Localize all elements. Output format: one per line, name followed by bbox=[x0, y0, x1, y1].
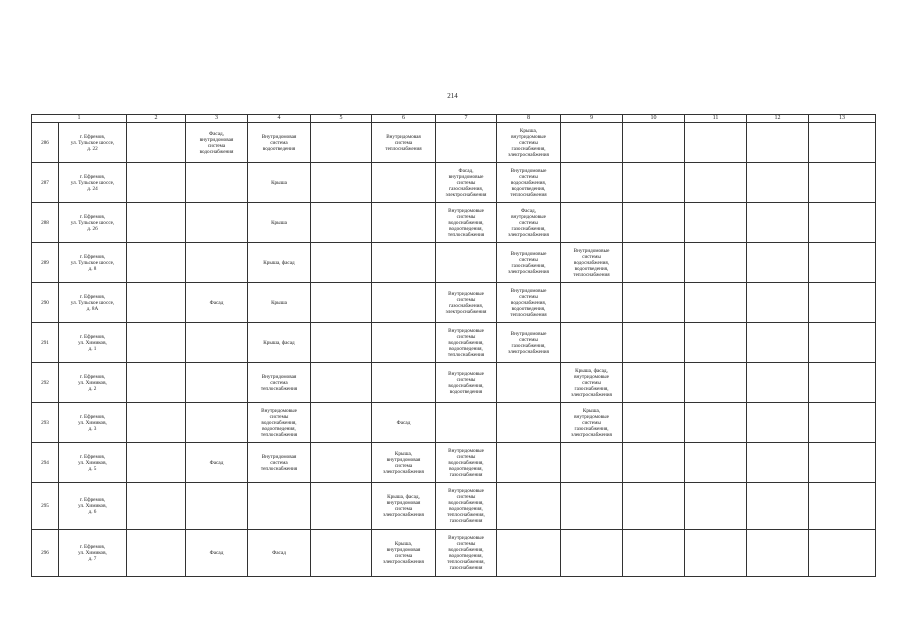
work-cell bbox=[186, 443, 248, 483]
row-number-cell bbox=[32, 403, 59, 443]
work-cell bbox=[436, 123, 497, 163]
empty-cell bbox=[623, 483, 685, 530]
empty-cell bbox=[127, 403, 186, 443]
work-cell-text: Крыша bbox=[271, 219, 287, 226]
row-number-cell-text: 287 bbox=[41, 179, 49, 186]
column-number-cell: 10 bbox=[623, 115, 685, 123]
work-cell bbox=[561, 203, 623, 243]
work-cell bbox=[248, 403, 311, 443]
work-cell bbox=[497, 283, 561, 323]
column-number-cell: 8 bbox=[497, 115, 561, 123]
work-cell-text: Крыша, внутридомовая система электроснабжения bbox=[383, 450, 424, 475]
work-cell bbox=[436, 323, 497, 363]
work-cell-text: Внутридомовые системы газоснабжения, электроснабжения bbox=[508, 250, 549, 275]
column-number-cell: 5 bbox=[311, 115, 372, 123]
work-cell bbox=[561, 163, 623, 203]
empty-cell bbox=[127, 283, 186, 323]
empty-cell bbox=[685, 323, 747, 363]
column-number-cell: 3 bbox=[186, 115, 248, 123]
empty-cell bbox=[623, 283, 685, 323]
column-number-cell: 9 bbox=[561, 115, 623, 123]
address-cell-text: г. Ефремов, ул. Химиков, д. 3 bbox=[78, 413, 107, 432]
work-cell bbox=[311, 403, 372, 443]
work-cell-text: Фасад bbox=[272, 550, 286, 556]
work-cell bbox=[436, 283, 497, 323]
empty-cell bbox=[623, 163, 685, 203]
address-cell-text: г. Ефремов, ул. Тульское шоссе, д. 8А bbox=[70, 293, 115, 312]
address-cell-text: г. Ефремов, ул. Химиков, д. 5 bbox=[78, 453, 107, 472]
work-cell-text: Внутридомовые системы водоснабжения, водоотведения, теплоснабжения bbox=[447, 207, 485, 238]
table-row bbox=[32, 203, 876, 243]
work-cell-text: Внутридомовые системы газоснабжения, электроснабжения bbox=[445, 290, 487, 315]
row-number-cell-text: 296 bbox=[41, 550, 49, 556]
row-number-cell-text: 290 bbox=[41, 299, 49, 306]
work-cell bbox=[311, 483, 372, 530]
work-cell bbox=[248, 530, 311, 577]
work-cell bbox=[248, 283, 311, 323]
column-number-cell: 13 bbox=[809, 115, 876, 123]
address-cell-text: г. Ефремов, ул. Тульское шоссе, д. 22 bbox=[70, 133, 115, 152]
work-cell bbox=[436, 243, 497, 283]
work-cell bbox=[372, 403, 436, 443]
work-cell bbox=[561, 403, 623, 443]
row-number-cell bbox=[32, 283, 59, 323]
row-number-cell-text: 293 bbox=[41, 419, 49, 426]
work-cell bbox=[372, 283, 436, 323]
empty-cell bbox=[623, 443, 685, 483]
empty-cell bbox=[685, 243, 747, 283]
work-cell-text: Крыша, внутридомовая система электроснабжения bbox=[383, 541, 424, 565]
empty-cell bbox=[127, 530, 186, 577]
work-cell-text: Фасад bbox=[209, 299, 224, 306]
work-cell bbox=[186, 123, 248, 163]
table-row bbox=[32, 123, 876, 163]
work-cell-text: Внутридомовые системы водоснабжения, водоотведения, теплоснабжения, газоснабжения bbox=[447, 488, 485, 524]
empty-cell bbox=[623, 530, 685, 577]
work-cell bbox=[497, 483, 561, 530]
page-number: 214 bbox=[447, 92, 458, 100]
work-cell bbox=[436, 443, 497, 483]
row-number-cell-text: 288 bbox=[41, 219, 49, 226]
empty-cell bbox=[127, 483, 186, 530]
column-number-cell: 11 bbox=[685, 115, 747, 123]
column-number-cell: 6 bbox=[372, 115, 436, 123]
table-row bbox=[32, 363, 876, 403]
work-cell bbox=[372, 203, 436, 243]
empty-cell bbox=[685, 203, 747, 243]
work-cell bbox=[372, 363, 436, 403]
work-cell bbox=[186, 403, 248, 443]
work-cell bbox=[497, 323, 561, 363]
work-cell bbox=[186, 163, 248, 203]
work-cell bbox=[372, 323, 436, 363]
work-cell bbox=[311, 243, 372, 283]
work-cell bbox=[561, 443, 623, 483]
work-cell bbox=[186, 283, 248, 323]
work-cell bbox=[311, 530, 372, 577]
work-cell bbox=[436, 363, 497, 403]
work-cell bbox=[311, 363, 372, 403]
empty-cell bbox=[809, 443, 876, 483]
column-number-cell: 1 bbox=[32, 115, 127, 123]
work-cell bbox=[311, 443, 372, 483]
work-cell bbox=[311, 163, 372, 203]
work-cell bbox=[311, 283, 372, 323]
work-cell bbox=[186, 243, 248, 283]
work-cell bbox=[186, 530, 248, 577]
work-cell-text: Внутридомовые системы водоснабжения, водоотведения, теплоснабжения bbox=[573, 247, 610, 278]
row-number-cell bbox=[32, 323, 59, 363]
empty-cell bbox=[747, 363, 809, 403]
empty-cell bbox=[747, 243, 809, 283]
address-cell bbox=[59, 483, 127, 530]
work-cell-text: Крыша bbox=[271, 179, 287, 186]
row-number-cell bbox=[32, 363, 59, 403]
address-cell-text: г. Ефремов, ул. Тульское шоссе, д. 24 bbox=[70, 173, 115, 192]
work-cell bbox=[497, 363, 561, 403]
work-cell-text: Внутридомовые системы водоснабжения, водоотведения, газоснабжения bbox=[448, 447, 484, 478]
work-cell-text: Крыша, фасад bbox=[263, 259, 295, 266]
empty-cell bbox=[809, 283, 876, 323]
work-cell bbox=[372, 443, 436, 483]
row-number-cell-text: 291 bbox=[41, 339, 49, 346]
work-cell bbox=[497, 530, 561, 577]
row-number-cell-text: 289 bbox=[41, 259, 49, 266]
address-cell bbox=[59, 323, 127, 363]
empty-cell bbox=[747, 203, 809, 243]
row-number-cell-text: 286 bbox=[41, 139, 49, 146]
work-cell-text: Внутридомовые системы водоснабжения, водоотведения, теплоснабжения, газоснабжения bbox=[447, 535, 485, 571]
empty-cell bbox=[623, 323, 685, 363]
address-cell-text: г. Ефремов, ул. Химиков, д. 7 bbox=[78, 544, 107, 562]
work-cell-text: Фасад, внутридомовая система водоснабжения bbox=[199, 130, 234, 155]
work-cell bbox=[311, 323, 372, 363]
work-cell bbox=[248, 443, 311, 483]
work-cell bbox=[497, 243, 561, 283]
work-cell-text: Внутридомовая система водоотведения bbox=[261, 133, 297, 152]
table-row bbox=[32, 443, 876, 483]
work-cell-text: Внутридомовые системы водоснабжения, водоотведения, теплоснабжения bbox=[260, 407, 298, 438]
empty-cell bbox=[623, 123, 685, 163]
address-cell bbox=[59, 243, 127, 283]
table-row bbox=[32, 243, 876, 283]
table-row bbox=[32, 163, 876, 203]
empty-cell bbox=[809, 323, 876, 363]
row-number-cell bbox=[32, 243, 59, 283]
work-cell-text: Фасад, внутридомовые системы газоснабжения, электроснабжения bbox=[445, 167, 487, 198]
work-cell bbox=[497, 123, 561, 163]
empty-cell bbox=[809, 163, 876, 203]
row-number-cell bbox=[32, 483, 59, 530]
address-cell bbox=[59, 363, 127, 403]
address-cell bbox=[59, 403, 127, 443]
work-cell bbox=[436, 203, 497, 243]
work-cell bbox=[372, 123, 436, 163]
work-cell-text: Крыша, фасад, внутридомовые системы газоснабжения, электроснабжения bbox=[571, 367, 612, 398]
empty-cell bbox=[809, 403, 876, 443]
work-cell-text: Внутридомовые системы водоснабжения, водоотведения, теплоснабжения bbox=[510, 287, 547, 318]
work-cell-text: Крыша, внутридомовые системы газоснабжения, электроснабжения bbox=[571, 407, 612, 438]
empty-cell bbox=[809, 483, 876, 530]
column-number-cell: 4 bbox=[248, 115, 311, 123]
row-number-cell bbox=[32, 443, 59, 483]
address-cell bbox=[59, 530, 127, 577]
empty-cell bbox=[747, 163, 809, 203]
work-cell bbox=[372, 530, 436, 577]
work-cell bbox=[186, 203, 248, 243]
empty-cell bbox=[809, 243, 876, 283]
work-cell-text: Фасад bbox=[396, 419, 411, 426]
work-cell bbox=[436, 163, 497, 203]
empty-cell bbox=[127, 203, 186, 243]
empty-cell bbox=[809, 363, 876, 403]
work-cell bbox=[561, 483, 623, 530]
empty-cell bbox=[127, 323, 186, 363]
empty-cell bbox=[127, 243, 186, 283]
empty-cell bbox=[809, 203, 876, 243]
address-cell bbox=[59, 163, 127, 203]
column-number-cell: 12 bbox=[747, 115, 809, 123]
work-cell-text: Крыша bbox=[271, 299, 287, 306]
work-cell bbox=[372, 483, 436, 530]
empty-cell bbox=[623, 363, 685, 403]
empty-cell bbox=[127, 123, 186, 163]
work-cell bbox=[372, 163, 436, 203]
empty-cell bbox=[685, 363, 747, 403]
work-cell bbox=[561, 123, 623, 163]
empty-cell bbox=[809, 123, 876, 163]
empty-cell bbox=[747, 443, 809, 483]
address-cell-text: г. Ефремов, ул. Химиков, д. 6 bbox=[78, 497, 107, 515]
work-cell-text: Крыша, внутридомовые системы газоснабжения, электроснабжения bbox=[508, 127, 549, 158]
empty-cell bbox=[747, 483, 809, 530]
empty-cell bbox=[685, 483, 747, 530]
work-cell-text: Крыша, фасад, внутридомовая система электроснабжения bbox=[383, 494, 424, 518]
table-row bbox=[32, 530, 876, 577]
empty-cell bbox=[685, 123, 747, 163]
work-cell bbox=[497, 443, 561, 483]
work-cell-text: Внутридомовая система теплоснабжения bbox=[385, 133, 422, 152]
work-cell bbox=[248, 243, 311, 283]
empty-cell bbox=[623, 243, 685, 283]
table-row bbox=[32, 403, 876, 443]
work-cell-text: Фасад bbox=[209, 550, 224, 556]
work-cell bbox=[561, 243, 623, 283]
work-cell bbox=[372, 243, 436, 283]
work-cell bbox=[311, 203, 372, 243]
address-cell bbox=[59, 443, 127, 483]
work-cell bbox=[561, 323, 623, 363]
work-cell bbox=[436, 483, 497, 530]
work-cell bbox=[561, 363, 623, 403]
work-cell bbox=[248, 323, 311, 363]
work-cell bbox=[436, 403, 497, 443]
table-row bbox=[32, 483, 876, 530]
row-number-cell bbox=[32, 203, 59, 243]
column-number-cell: 7 bbox=[436, 115, 497, 123]
table-row bbox=[32, 283, 876, 323]
work-cell bbox=[497, 203, 561, 243]
address-cell bbox=[59, 283, 127, 323]
empty-cell bbox=[747, 123, 809, 163]
work-cell bbox=[248, 163, 311, 203]
work-cell bbox=[497, 163, 561, 203]
work-cell bbox=[186, 363, 248, 403]
table-row bbox=[32, 323, 876, 363]
work-cell-text: Внутридомовые системы водоснабжения, водоотведения, теплоснабжения bbox=[510, 167, 547, 198]
work-cell-text: Фасад bbox=[209, 459, 224, 466]
schedule-table bbox=[31, 114, 876, 577]
empty-cell bbox=[685, 443, 747, 483]
work-cell-text: Внутридомовые системы водоснабжения, водоотведения bbox=[448, 370, 484, 395]
work-cell-text: Внутридомовые системы газоснабжения, электроснабжения bbox=[508, 330, 549, 355]
empty-cell bbox=[685, 163, 747, 203]
work-cell-text: Крыша, фасад bbox=[263, 339, 295, 346]
work-cell bbox=[497, 403, 561, 443]
address-cell bbox=[59, 123, 127, 163]
address-cell bbox=[59, 203, 127, 243]
row-number-cell bbox=[32, 163, 59, 203]
work-cell bbox=[248, 203, 311, 243]
address-cell-text: г. Ефремов, ул. Тульское шоссе, д. 26 bbox=[70, 213, 115, 232]
column-number-cell: 2 bbox=[127, 115, 186, 123]
work-cell bbox=[436, 530, 497, 577]
empty-cell bbox=[127, 363, 186, 403]
empty-cell bbox=[747, 403, 809, 443]
work-cell bbox=[186, 483, 248, 530]
work-cell bbox=[561, 283, 623, 323]
empty-cell bbox=[747, 323, 809, 363]
empty-cell bbox=[623, 203, 685, 243]
address-cell-text: г. Ефремов, ул. Тульское шоссе, д. 8 bbox=[70, 253, 115, 272]
empty-cell bbox=[685, 530, 747, 577]
row-number-cell-text: 295 bbox=[41, 503, 49, 509]
empty-cell bbox=[809, 530, 876, 577]
empty-cell bbox=[685, 283, 747, 323]
row-number-cell bbox=[32, 530, 59, 577]
work-cell bbox=[248, 483, 311, 530]
empty-cell bbox=[747, 283, 809, 323]
empty-cell bbox=[127, 163, 186, 203]
address-cell-text: г. Ефремов, ул. Химиков, д. 1 bbox=[78, 333, 107, 352]
row-number-cell-text: 294 bbox=[41, 459, 49, 466]
work-cell bbox=[186, 323, 248, 363]
empty-cell bbox=[127, 443, 186, 483]
work-cell-text: Внутридомовая система теплоснабжения bbox=[260, 373, 298, 392]
work-cell bbox=[311, 123, 372, 163]
work-cell-text: Фасад, внутридомовые системы газоснабжения, электроснабжения bbox=[508, 207, 549, 238]
empty-cell bbox=[685, 403, 747, 443]
empty-cell bbox=[623, 403, 685, 443]
address-cell-text: г. Ефремов, ул. Химиков, д. 2 bbox=[78, 373, 107, 392]
work-cell bbox=[248, 123, 311, 163]
row-number-cell-text: 292 bbox=[41, 379, 49, 386]
work-cell-text: Внутридомовая система теплоснабжения bbox=[260, 453, 298, 472]
work-cell bbox=[561, 530, 623, 577]
work-cell-text: Внутридомовые системы водоснабжения, водоотведения, теплоснабжения bbox=[447, 327, 485, 358]
row-number-cell bbox=[32, 123, 59, 163]
empty-cell bbox=[747, 530, 809, 577]
work-cell bbox=[248, 363, 311, 403]
column-number-row bbox=[32, 115, 876, 123]
